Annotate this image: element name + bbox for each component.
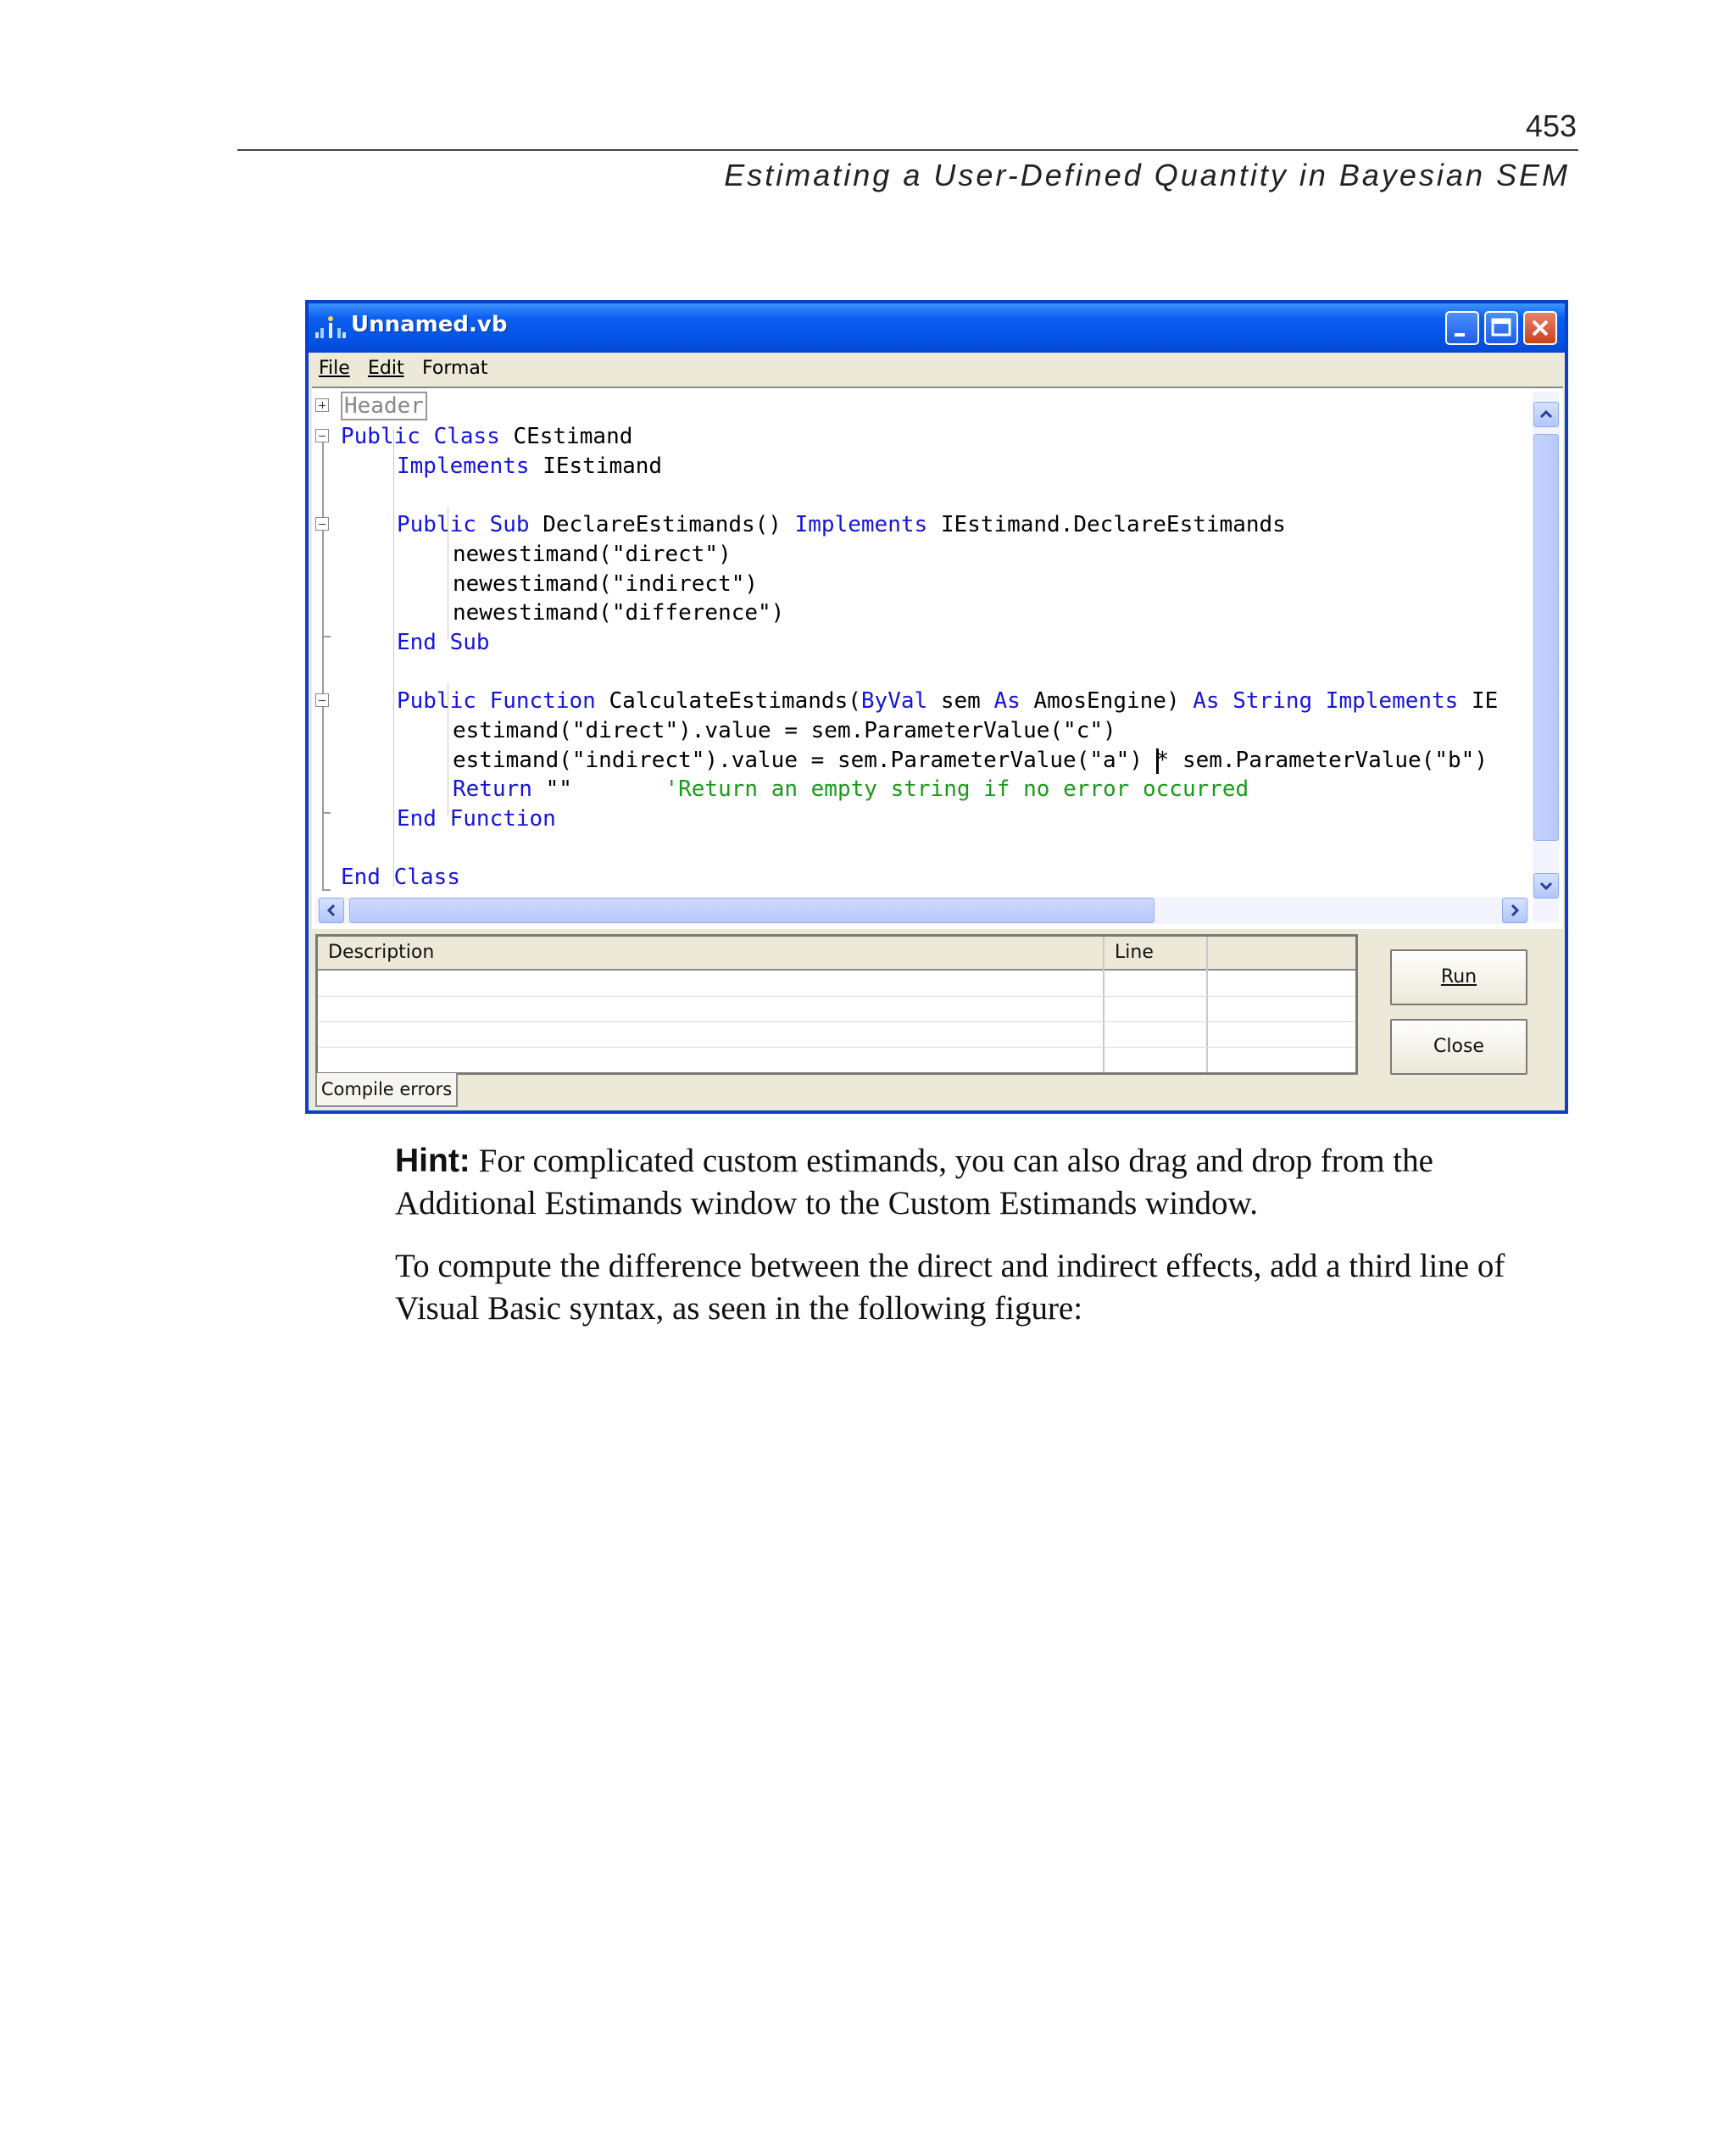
- chevron-left-icon: [320, 899, 343, 922]
- keyword: Public Function: [397, 688, 596, 714]
- maximize-button[interactable]: [1484, 311, 1518, 345]
- collapse-sub-icon[interactable]: [315, 517, 329, 531]
- class-end-tick: [322, 889, 331, 891]
- code-text: AmosEngine): [1020, 688, 1194, 714]
- code-text: IE: [1458, 688, 1499, 714]
- running-title: Estimating a User-Defined Quantity in Bayesian SEM: [724, 158, 1570, 192]
- header-region[interactable]: Header: [341, 392, 427, 420]
- menu-edit-label: Edit: [368, 358, 404, 379]
- hint-text: For complicated custom estimands, you can also drag and drop from the Additional Estimands window to the Custom Estimands window.: [395, 1143, 1433, 1221]
- scroll-right-button[interactable]: [1502, 898, 1527, 923]
- minimize-button[interactable]: [1445, 311, 1479, 345]
- run-button-label: Run: [1440, 966, 1477, 988]
- horizontal-scrollbar[interactable]: [315, 897, 1529, 924]
- menu-bar: [309, 353, 1565, 387]
- code-editor[interactable]: [312, 387, 1563, 929]
- sub-end-tick: [322, 636, 331, 637]
- keyword: Public Sub: [397, 512, 530, 537]
- chevron-right-icon: [1503, 899, 1527, 922]
- body-paragraph: To compute the difference between the direct and indirect effects, add a third line of Visual Basic syntax, as seen in the following figure:: [395, 1248, 1505, 1327]
- minimize-icon: [1447, 313, 1477, 343]
- keyword: As String Implements: [1193, 688, 1459, 714]
- hint-label: Hint:: [395, 1143, 470, 1179]
- code-line: End Function: [397, 806, 556, 832]
- page-number: 453: [1525, 108, 1577, 143]
- column-divider: [1206, 937, 1208, 1072]
- code-line: newestimand("difference"): [453, 600, 785, 626]
- table-row: [318, 1021, 1355, 1022]
- code-text: sem: [927, 688, 994, 714]
- amos-app-icon: [315, 315, 346, 341]
- keyword: As: [993, 688, 1021, 714]
- tab-compile-errors[interactable]: Compile errors: [315, 1073, 458, 1107]
- code-text: CEstimand: [499, 424, 633, 449]
- code-line: [341, 422, 632, 451]
- run-button[interactable]: [1390, 949, 1527, 1005]
- expand-header-icon[interactable]: [315, 398, 329, 412]
- code-text: DeclareEstimands(): [529, 512, 795, 537]
- code-line: [397, 510, 1286, 539]
- code-text: IEstimand: [529, 453, 663, 479]
- scroll-down-button[interactable]: [1533, 873, 1559, 899]
- window-title: Unnamed.vb: [351, 312, 508, 337]
- code-line: [397, 452, 662, 481]
- chevron-up-icon: [1534, 403, 1558, 426]
- code-text: estimand("indirect").value = sem.ParameterValue("a"): [453, 748, 1156, 773]
- code-line: estimand("direct").value = sem.ParameterValue("c"): [453, 718, 1116, 743]
- menu-edit[interactable]: [368, 358, 404, 379]
- hint-paragraph: [395, 1140, 1573, 1225]
- keyword: Return: [453, 776, 532, 802]
- scroll-left-button[interactable]: [319, 898, 344, 923]
- code-text: CalculateEstimands(: [595, 688, 861, 714]
- column-header-description[interactable]: Description: [328, 942, 435, 963]
- code-line: newestimand("indirect"): [453, 571, 759, 597]
- collapse-function-icon[interactable]: [315, 693, 329, 707]
- table-row: [318, 996, 1355, 997]
- scroll-up-button[interactable]: [1533, 402, 1559, 427]
- keyword: Implements: [794, 512, 928, 537]
- close-window-button[interactable]: [1523, 311, 1557, 345]
- function-end-tick: [322, 812, 331, 814]
- close-icon: [1525, 313, 1555, 343]
- menu-format-label: Format: [422, 358, 488, 379]
- code-line: End Class: [341, 865, 460, 890]
- code-text: IEstimand.DeclareEstimands: [927, 512, 1286, 537]
- comment: 'Return an empty string if no error occurred: [665, 776, 1249, 802]
- list-header: [318, 937, 1355, 971]
- column-header-line[interactable]: Line: [1115, 942, 1154, 963]
- vb-editor-window: [305, 300, 1568, 1114]
- code-line: newestimand("direct"): [453, 542, 732, 567]
- table-row: [318, 1047, 1355, 1048]
- chevron-down-icon: [1534, 874, 1558, 898]
- code-text: * sem.ParameterValue("b"): [1155, 748, 1488, 773]
- indent-guide: [393, 429, 394, 887]
- menu-file-label: File: [319, 358, 350, 379]
- code-line: [397, 687, 1498, 715]
- code-line: [453, 775, 1249, 804]
- menu-file[interactable]: [319, 358, 350, 379]
- collapse-class-icon[interactable]: [315, 429, 329, 442]
- keyword: ByVal: [860, 688, 928, 714]
- menu-format[interactable]: [422, 358, 488, 379]
- vertical-scrollbar[interactable]: [1533, 392, 1560, 922]
- header-rule: [237, 149, 1578, 151]
- compile-errors-list[interactable]: [315, 934, 1358, 1075]
- maximize-icon: [1486, 313, 1516, 343]
- vertical-scroll-thumb[interactable]: [1533, 434, 1559, 841]
- close-button[interactable]: Close: [1390, 1019, 1527, 1075]
- code-line: [453, 746, 1488, 775]
- column-divider: [1103, 937, 1104, 1072]
- code-line: [341, 392, 427, 420]
- keyword: Implements: [397, 453, 530, 479]
- title-bar[interactable]: [309, 303, 1565, 353]
- horizontal-scroll-thumb[interactable]: [349, 898, 1155, 923]
- class-outline-line: [322, 442, 324, 890]
- code-text: "": [531, 776, 665, 802]
- keyword: Public Class: [341, 424, 500, 449]
- code-line: End Sub: [397, 630, 490, 655]
